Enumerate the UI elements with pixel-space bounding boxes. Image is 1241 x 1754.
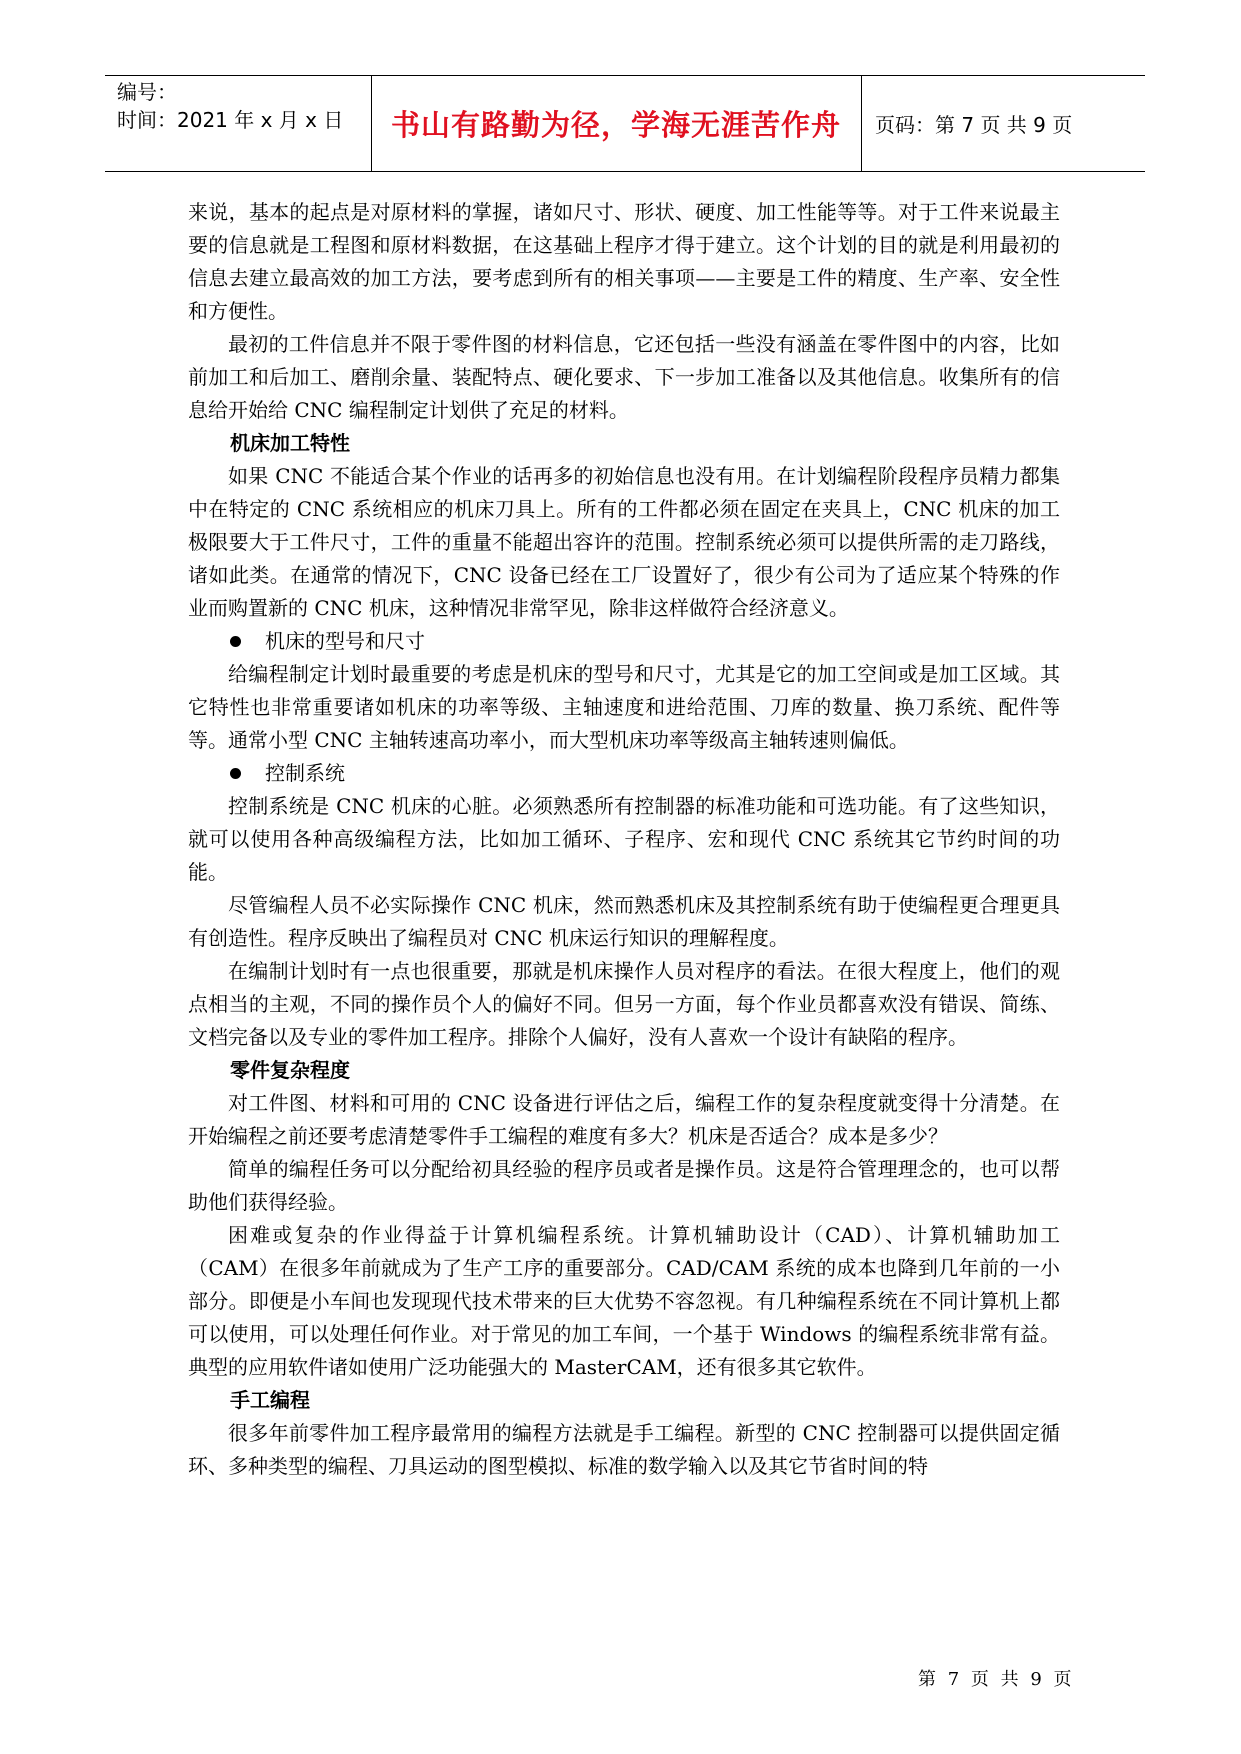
paragraph: 给编程制定计划时最重要的考虑是机床的型号和尺寸，尤其是它的加工空间或是加工区域。其它特性也非常重要诸如机床的功率等级、主轴速度和进给范围、刀库的数量、换刀系统、配件等等。通常小型 CNC 主轴转速高功率小，而大型机床功率等级高主轴转速则偏低。 bbox=[188, 662, 1060, 752]
document-body bbox=[188, 196, 1060, 1483]
paragraph: 尽管编程人员不必实际操作 CNC 机床，然而熟悉机床及其控制系统有助于使编程更合理更具有创造性。程序反映出了编程员对 CNC 机床运行知识的理解程度。 bbox=[188, 893, 1060, 950]
section-heading: 机床加工特性 bbox=[230, 431, 350, 455]
bullet-dot-icon bbox=[230, 768, 241, 779]
section-heading: 零件复杂程度 bbox=[230, 1058, 350, 1082]
bullet-item bbox=[188, 625, 1060, 658]
bullet-text: 控制系统 bbox=[265, 761, 345, 785]
paragraph: 来说，基本的起点是对原材料的掌握，诸如尺寸、形状、硬度、加工性能等等。对于工件来说最主要的信息就是工程图和原材料数据，在这基础上程序才得于建立。这个计划的目的就是利用最初的信息去建立最高效的加工方法，要考虑到所有的相关事项——主要是工件的精度、生产率、安全性和方便性。 bbox=[188, 200, 1060, 323]
paragraph: 很多年前零件加工程序最常用的编程方法就是手工编程。新型的 CNC 控制器可以提供固定循环、多种类型的编程、刀具运动的图型模拟、标准的数学输入以及其它节省时间的特 bbox=[188, 1421, 1060, 1478]
paragraph: 简单的编程任务可以分配给初具经验的程序员或者是操作员。这是符合管理理念的，也可以帮助他们获得经验。 bbox=[188, 1157, 1060, 1214]
page-footer-number: 第 7 页 共 9 页 bbox=[918, 1669, 1075, 1690]
section-heading: 手工编程 bbox=[230, 1388, 310, 1412]
header-meta bbox=[117, 78, 377, 134]
header-divider bbox=[861, 76, 862, 171]
bullet-text: 机床的型号和尺寸 bbox=[265, 629, 425, 653]
page-header bbox=[105, 75, 1145, 172]
paragraph: 困难或复杂的作业得益于计算机编程系统。计算机辅助设计（CAD）、计算机辅助加工（CAM）在很多年前就成为了生产工序的重要部分。CAD/CAM 系统的成本也降到几年前的一小部分。即便是小车间也发现现代技术带来的巨大优势不容忽视。有几种编程系统在不同计算机上都可以使用，可以处理任何作业。对于常见的加工车间，一个基于 Windows 的编程系统非常有益。典型的应用软件诸如使用广泛功能强大的 MasterCAM，还有很多其它软件。 bbox=[188, 1223, 1060, 1379]
paragraph: 最初的工件信息并不限于零件图的材料信息，它还包括一些没有涵盖在零件图中的内容，比如前加工和后加工、磨削余量、装配特点、硬化要求、下一步加工准备以及其他信息。收集所有的信息给开始给 CNC 编程制定计划供了充足的材料。 bbox=[188, 332, 1060, 422]
paragraph: 如果 CNC 不能适合某个作业的话再多的初始信息也没有用。在计划编程阶段程序员精力都集中在特定的 CNC 系统相应的机床刀具上。所有的工件都必须在固定在夹具上，CNC 机床的加工极限要大于工件尺寸，工件的重量不能超出容许的范围。控制系统必须可以提供所需的走刀路线，诸如此类。在通常的情况下，CNC 设备已经在工厂设置好了，很少有公司为了适应某个特殊的作业而购置新的 CNC 机床，这种情况非常罕见，除非这样做符合经济意义。 bbox=[188, 464, 1060, 620]
header-motto: 书山有路勤为径，学海无涯苦作舟 bbox=[390, 108, 841, 142]
header-page-info: 页码：第 7 页 共 9 页 bbox=[875, 113, 1073, 137]
document-time-label: 时间：2021 年 x 月 x 日 bbox=[117, 108, 344, 132]
paragraph: 在编制计划时有一点也很重要，那就是机床操作人员对程序的看法。在很大程度上，他们的观点相当的主观，不同的操作员个人的偏好不同。但另一方面，每个作业员都喜欢没有错误、简练、文档完备以及专业的零件加工程序。排除个人偏好，没有人喜欢一个设计有缺陷的程序。 bbox=[188, 959, 1060, 1049]
paragraph: 控制系统是 CNC 机床的心脏。必须熟悉所有控制器的标准功能和可选功能。有了这些知识，就可以使用各种高级编程方法，比如加工循环、子程序、宏和现代 CNC 系统其它节约时间的功能。 bbox=[188, 794, 1060, 884]
paragraph: 对工件图、材料和可用的 CNC 设备进行评估之后，编程工作的复杂程度就变得十分清楚。在开始编程之前还要考虑清楚零件手工编程的难度有多大？机床是否适合？成本是多少？ bbox=[188, 1091, 1060, 1148]
bullet-item bbox=[188, 757, 1060, 790]
document-number-label: 编号： bbox=[117, 80, 177, 104]
bullet-dot-icon bbox=[230, 636, 241, 647]
